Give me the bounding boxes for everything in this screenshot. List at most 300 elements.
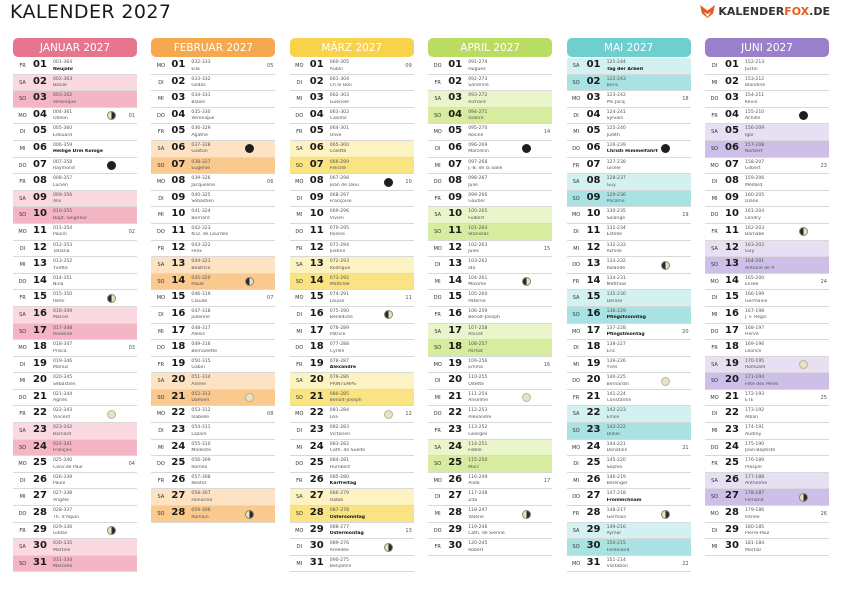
day-row[interactable]	[705, 91, 829, 108]
day-row[interactable]	[13, 523, 137, 540]
day-of-year: 181-184	[745, 541, 765, 547]
day-row[interactable]	[428, 539, 552, 556]
day-row[interactable]	[290, 523, 414, 540]
weekday-label: MO	[571, 212, 581, 219]
day-number: 07	[448, 158, 463, 170]
day-row[interactable]	[151, 423, 275, 440]
day-row[interactable]	[13, 406, 137, 423]
day-row[interactable]	[567, 124, 691, 141]
day-number: 11	[725, 224, 739, 236]
weekday-label: SO	[295, 394, 303, 401]
day-row[interactable]	[13, 373, 137, 390]
day-row[interactable]	[13, 91, 137, 108]
day-row[interactable]	[428, 489, 552, 506]
weekday-label: MO	[295, 63, 304, 69]
day-row[interactable]	[705, 290, 829, 307]
day-number: 28	[33, 507, 47, 519]
day-row[interactable]	[428, 224, 552, 241]
name-day: Colette	[329, 149, 347, 155]
day-row[interactable]	[290, 307, 414, 324]
day-of-year: 026-339	[53, 474, 73, 480]
day-of-year: 083-282	[329, 441, 349, 447]
day-row[interactable]	[428, 91, 552, 108]
day-row[interactable]	[705, 390, 829, 407]
day-row[interactable]	[151, 506, 275, 523]
day-of-year: 142-223	[606, 408, 626, 414]
day-row[interactable]	[428, 241, 552, 258]
name-day: Prisca	[53, 348, 67, 354]
name-day: Georges	[468, 431, 488, 437]
day-row[interactable]	[290, 506, 414, 523]
name-day: Hugues	[468, 66, 486, 72]
day-row[interactable]	[290, 91, 414, 108]
day-row[interactable]	[705, 224, 829, 241]
day-of-year: 078-287	[329, 358, 349, 364]
first-quarter-moon-icon	[661, 261, 670, 270]
day-row[interactable]	[290, 191, 414, 208]
day-row[interactable]	[151, 191, 275, 208]
day-row[interactable]	[428, 141, 552, 158]
weekday-label: SA	[572, 411, 580, 418]
day-row[interactable]	[13, 224, 137, 241]
day-row[interactable]	[151, 257, 275, 274]
day-number: 15	[448, 291, 463, 303]
day-row[interactable]	[290, 124, 414, 141]
month-column	[151, 38, 275, 520]
name-day: Judith	[606, 132, 620, 138]
day-row[interactable]	[428, 207, 552, 224]
day-row[interactable]	[13, 290, 137, 307]
weekday-label: SA	[19, 79, 26, 86]
day-row[interactable]	[705, 307, 829, 324]
day-number: 27	[448, 490, 463, 502]
day-of-year: 024-341	[53, 441, 73, 447]
day-row[interactable]	[151, 489, 275, 506]
day-number: 07	[309, 158, 324, 170]
day-number: 02	[33, 75, 47, 87]
day-row[interactable]	[705, 241, 829, 258]
day-row[interactable]	[428, 506, 552, 523]
day-row[interactable]	[705, 191, 829, 208]
day-row[interactable]	[428, 406, 552, 423]
day-row[interactable]	[290, 489, 414, 506]
day-row[interactable]	[151, 406, 275, 423]
day-number: 15	[171, 291, 186, 303]
day-row[interactable]	[567, 75, 691, 92]
day-row[interactable]	[13, 324, 137, 341]
weekday-label: DO	[710, 212, 719, 219]
day-row[interactable]	[13, 423, 137, 440]
day-row[interactable]	[428, 373, 552, 390]
day-of-year: 138-227	[606, 342, 626, 348]
weekday-label: SA	[19, 195, 26, 202]
day-number: 26	[586, 473, 601, 485]
day-row[interactable]	[290, 75, 414, 92]
day-row[interactable]	[428, 257, 552, 274]
day-number: 08	[586, 175, 601, 187]
weekday-label: DO	[295, 345, 304, 352]
day-row[interactable]	[151, 307, 275, 324]
name-day: Visitation	[606, 564, 628, 570]
brand-logo[interactable]	[700, 5, 830, 18]
day-number: 09	[171, 191, 186, 203]
day-number: 26	[171, 473, 186, 485]
new-moon-icon	[522, 144, 531, 153]
day-row[interactable]	[567, 274, 691, 291]
day-row[interactable]	[290, 224, 414, 241]
day-of-year: 125-240	[606, 126, 626, 132]
name-day: Odilon	[53, 116, 68, 122]
day-row[interactable]	[151, 390, 275, 407]
day-row[interactable]	[705, 523, 829, 540]
day-row[interactable]	[290, 539, 414, 556]
day-row[interactable]	[567, 539, 691, 556]
day-row[interactable]	[13, 307, 137, 324]
day-number: 14	[171, 274, 186, 286]
name-day: Gautier	[468, 199, 486, 205]
day-number: 09	[725, 191, 739, 203]
name-day: Aubin	[329, 66, 343, 72]
day-row[interactable]	[428, 423, 552, 440]
day-row[interactable]	[13, 191, 137, 208]
day-row[interactable]	[428, 456, 552, 473]
day-number: 29	[586, 523, 601, 535]
day-row[interactable]	[567, 207, 691, 224]
day-row[interactable]	[567, 224, 691, 241]
day-row[interactable]	[151, 158, 275, 175]
day-of-year: 011-354	[53, 225, 73, 231]
day-row[interactable]	[13, 75, 137, 92]
day-row[interactable]	[567, 108, 691, 125]
day-row[interactable]	[13, 241, 137, 258]
day-row[interactable]	[705, 324, 829, 341]
name-day: Antoine de P.	[745, 265, 775, 271]
day-row[interactable]	[567, 158, 691, 175]
week-number: 02	[128, 228, 135, 235]
day-row[interactable]	[428, 58, 552, 75]
day-row[interactable]	[13, 207, 137, 224]
day-number: 03	[33, 92, 47, 104]
day-row[interactable]	[151, 241, 275, 258]
weekday-label: FR	[157, 477, 165, 484]
day-row[interactable]	[290, 357, 414, 374]
day-row[interactable]	[428, 158, 552, 175]
day-of-year: 058-307	[191, 491, 211, 497]
day-row[interactable]	[705, 340, 829, 357]
day-row[interactable]	[13, 390, 137, 407]
day-row[interactable]	[567, 307, 691, 324]
day-row[interactable]	[705, 207, 829, 224]
day-row[interactable]	[13, 58, 137, 75]
day-number: 21	[171, 390, 186, 402]
name-day: Julienne	[191, 315, 210, 321]
day-row[interactable]	[13, 489, 137, 506]
day-number: 26	[448, 473, 463, 485]
day-row[interactable]	[151, 58, 275, 75]
day-row[interactable]	[13, 556, 137, 573]
day-row[interactable]	[567, 324, 691, 341]
day-row[interactable]	[567, 58, 691, 75]
name-day: Léonce	[745, 348, 762, 354]
full-moon-icon	[107, 410, 116, 419]
day-row[interactable]	[428, 340, 552, 357]
day-row[interactable]	[567, 357, 691, 374]
day-number: 11	[171, 224, 186, 236]
day-row[interactable]	[290, 390, 414, 407]
day-row[interactable]	[705, 456, 829, 473]
day-of-year: 160-205	[745, 192, 765, 198]
day-row[interactable]	[705, 174, 829, 191]
day-row[interactable]	[13, 506, 137, 523]
day-row[interactable]	[428, 307, 552, 324]
day-row[interactable]	[705, 158, 829, 175]
month-column	[13, 38, 137, 570]
day-number: 05	[309, 125, 324, 137]
day-row[interactable]	[428, 124, 552, 141]
day-row[interactable]	[290, 456, 414, 473]
day-row[interactable]	[567, 257, 691, 274]
day-row[interactable]	[151, 440, 275, 457]
day-of-year: 059-306	[191, 508, 211, 514]
day-row[interactable]	[290, 340, 414, 357]
day-number: 06	[725, 141, 739, 153]
day-row[interactable]	[428, 75, 552, 92]
day-row[interactable]	[705, 141, 829, 158]
day-of-year: 036-329	[191, 126, 211, 132]
week-number: 03	[128, 345, 135, 352]
holiday-name: Ostersonntag	[329, 514, 366, 520]
day-number: 21	[725, 390, 739, 402]
day-row[interactable]	[290, 207, 414, 224]
weekday-label: SA	[157, 145, 165, 152]
day-of-year: 129-236	[606, 192, 626, 198]
day-row[interactable]	[428, 523, 552, 540]
day-row[interactable]	[13, 158, 137, 175]
day-row[interactable]	[13, 539, 137, 556]
day-row[interactable]	[567, 423, 691, 440]
name-day: Blaise	[191, 99, 206, 105]
day-row[interactable]	[290, 158, 414, 175]
name-day: Jean-Baptiste	[745, 448, 776, 454]
day-row[interactable]	[290, 174, 414, 191]
day-number: 22	[171, 407, 186, 419]
day-row[interactable]	[705, 506, 829, 523]
day-of-year: 110-255	[468, 375, 488, 381]
day-row[interactable]	[13, 340, 137, 357]
day-row[interactable]	[290, 257, 414, 274]
day-row[interactable]	[13, 473, 137, 490]
day-row[interactable]	[290, 324, 414, 341]
day-row[interactable]	[705, 274, 829, 291]
day-row[interactable]	[151, 141, 275, 158]
weekday-label: MO	[433, 361, 442, 368]
day-of-year: 098-267	[468, 176, 488, 182]
day-row[interactable]	[567, 406, 691, 423]
day-row[interactable]	[290, 440, 414, 457]
weekday-label: MO	[710, 394, 719, 401]
day-row[interactable]	[705, 406, 829, 423]
day-row[interactable]	[428, 473, 552, 490]
name-day: Bapt. Seigneur	[53, 215, 88, 221]
name-day: Rosine	[468, 132, 484, 138]
day-row[interactable]	[151, 124, 275, 141]
name-day: Sébastien	[191, 199, 215, 205]
day-row[interactable]	[705, 489, 829, 506]
day-row[interactable]	[290, 58, 414, 75]
day-row[interactable]	[567, 91, 691, 108]
first-quarter-moon-icon	[799, 227, 808, 236]
day-row[interactable]	[151, 108, 275, 125]
day-row[interactable]	[290, 241, 414, 258]
weekday-label: FR	[19, 295, 26, 302]
day-of-year: 112-253	[468, 408, 488, 414]
name-day: Phi.Jacq.	[606, 99, 627, 105]
day-number: 24	[448, 440, 463, 452]
day-row[interactable]	[13, 456, 137, 473]
day-row[interactable]	[13, 124, 137, 141]
name-day: Patrice	[329, 332, 346, 337]
day-row[interactable]	[151, 207, 275, 224]
day-row[interactable]	[13, 274, 137, 291]
day-row[interactable]	[705, 124, 829, 141]
day-row[interactable]	[705, 257, 829, 274]
day-row[interactable]	[567, 456, 691, 473]
last-quarter-moon-icon	[107, 111, 116, 120]
weekday-label: DI	[158, 195, 164, 202]
day-row[interactable]	[290, 556, 414, 573]
day-row[interactable]	[13, 357, 137, 374]
name-day: Ella	[191, 66, 200, 72]
day-row[interactable]	[567, 506, 691, 523]
day-row[interactable]	[151, 224, 275, 241]
day-row[interactable]	[151, 174, 275, 191]
day-of-year: 016-349	[53, 308, 73, 314]
day-row[interactable]	[151, 473, 275, 490]
day-of-year: 004-361	[53, 109, 73, 115]
weekday-label: MI	[434, 278, 441, 285]
day-row[interactable]	[705, 539, 829, 556]
day-row[interactable]	[428, 390, 552, 407]
day-row[interactable]	[567, 473, 691, 490]
day-row[interactable]	[151, 274, 275, 291]
day-row[interactable]	[290, 473, 414, 490]
name-day: Diane	[745, 199, 759, 205]
day-row[interactable]	[151, 373, 275, 390]
name-day: Marcellin	[468, 149, 489, 155]
day-row[interactable]	[705, 108, 829, 125]
day-row[interactable]	[428, 191, 552, 208]
day-row[interactable]	[290, 274, 414, 291]
day-row[interactable]	[290, 373, 414, 390]
day-of-year: 047-318	[191, 308, 211, 314]
day-row[interactable]	[705, 58, 829, 75]
weekday-label: DI	[19, 477, 26, 484]
day-row[interactable]	[13, 174, 137, 191]
day-row[interactable]	[567, 141, 691, 158]
day-row[interactable]	[567, 489, 691, 506]
day-of-year: 077-288	[329, 342, 349, 348]
day-number: 25	[725, 457, 739, 469]
day-number: 12	[33, 241, 47, 253]
day-row[interactable]	[428, 357, 552, 374]
day-number: 18	[171, 341, 186, 353]
day-list	[13, 58, 137, 572]
week-number: 25	[820, 394, 827, 401]
day-row[interactable]	[567, 556, 691, 573]
day-row[interactable]	[290, 406, 414, 423]
day-row[interactable]	[290, 423, 414, 440]
day-row[interactable]	[13, 257, 137, 274]
day-row[interactable]	[705, 473, 829, 490]
day-row[interactable]	[705, 373, 829, 390]
day-row[interactable]	[567, 340, 691, 357]
day-row[interactable]	[290, 108, 414, 125]
day-row[interactable]	[567, 390, 691, 407]
day-row[interactable]	[290, 141, 414, 158]
day-of-year: 135-230	[606, 292, 626, 298]
day-row[interactable]	[705, 75, 829, 92]
day-row[interactable]	[428, 174, 552, 191]
weekday-label: MI	[19, 494, 26, 501]
weekday-label: MO	[18, 228, 27, 235]
name-day: Paulin	[53, 232, 67, 238]
day-row[interactable]	[290, 290, 414, 307]
day-row[interactable]	[151, 91, 275, 108]
day-of-year: 139-226	[606, 358, 626, 364]
day-row[interactable]	[428, 324, 552, 341]
day-number: 15	[725, 291, 739, 303]
day-row[interactable]	[705, 357, 829, 374]
day-row[interactable]	[151, 340, 275, 357]
day-row[interactable]	[151, 357, 275, 374]
day-row[interactable]	[13, 108, 137, 125]
day-row[interactable]	[428, 274, 552, 291]
day-row[interactable]	[13, 141, 137, 158]
day-row[interactable]	[151, 456, 275, 473]
day-row[interactable]	[151, 324, 275, 341]
weekday-label: SA	[572, 295, 580, 302]
day-row[interactable]	[151, 290, 275, 307]
day-number: 05	[33, 125, 47, 137]
day-row[interactable]	[428, 108, 552, 125]
day-row[interactable]	[567, 440, 691, 457]
day-row[interactable]	[428, 440, 552, 457]
day-row[interactable]	[567, 241, 691, 258]
day-row[interactable]	[151, 75, 275, 92]
day-row[interactable]	[567, 290, 691, 307]
day-row[interactable]	[567, 373, 691, 390]
name-day: Fête des Pères	[745, 381, 779, 387]
weekday-label: FR	[434, 428, 441, 435]
day-row[interactable]	[13, 440, 137, 457]
name-day: Benoît-Joseph	[329, 398, 362, 404]
day-row[interactable]	[428, 290, 552, 307]
day-number: 31	[586, 556, 601, 568]
week-number: 09	[405, 63, 412, 69]
name-day: Humbert	[329, 464, 351, 470]
day-row[interactable]	[705, 440, 829, 457]
day-row[interactable]	[705, 423, 829, 440]
day-row[interactable]	[567, 523, 691, 540]
day-number: 26	[33, 473, 47, 485]
day-number: 22	[725, 407, 739, 419]
name-day: Estelle	[606, 232, 622, 238]
day-row[interactable]	[567, 174, 691, 191]
day-number: 01	[33, 59, 47, 70]
name-day: Audrey	[745, 431, 762, 437]
day-number: 12	[586, 241, 601, 253]
day-row[interactable]	[567, 191, 691, 208]
